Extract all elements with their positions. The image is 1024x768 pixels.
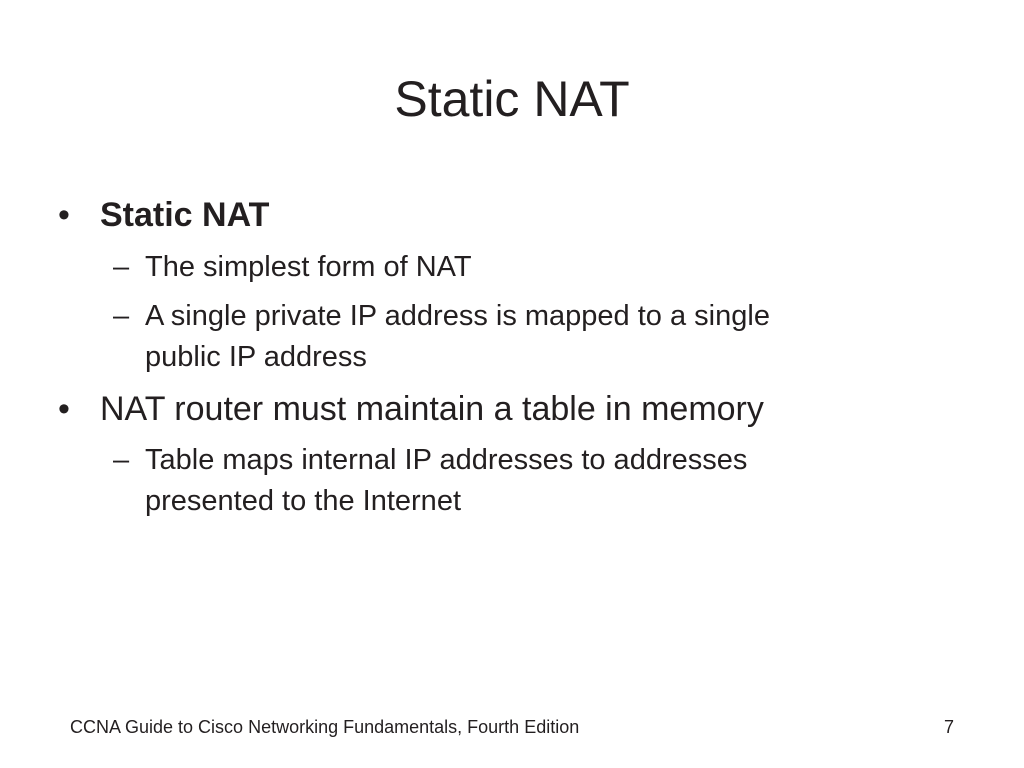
slide-page-number: 7 [944, 717, 955, 737]
sub-bullet-text-line2: public IP address [145, 341, 367, 373]
bullet-text: NAT router must maintain a table in memory [100, 390, 764, 428]
sub-bullet-text: The simplest form of NAT [145, 251, 472, 283]
slide-title: Static NAT [394, 71, 630, 127]
bullet-marker: • [58, 390, 70, 428]
sub-bullet-text: Table maps internal IP addresses to addresses [145, 444, 748, 476]
bullet-text: Static NAT [100, 196, 270, 234]
footer-book-title: CCNA Guide to Cisco Networking Fundamentals, Fourth Edition [70, 717, 580, 737]
sub-bullet-marker: – [113, 300, 130, 332]
sub-bullet-marker: – [113, 251, 130, 283]
sub-bullet-marker: – [113, 444, 130, 476]
bullet-marker: • [58, 196, 70, 234]
sub-bullet-text-line2: presented to the Internet [145, 485, 461, 517]
sub-bullet-text: A single private IP address is mapped to a single [145, 300, 770, 332]
